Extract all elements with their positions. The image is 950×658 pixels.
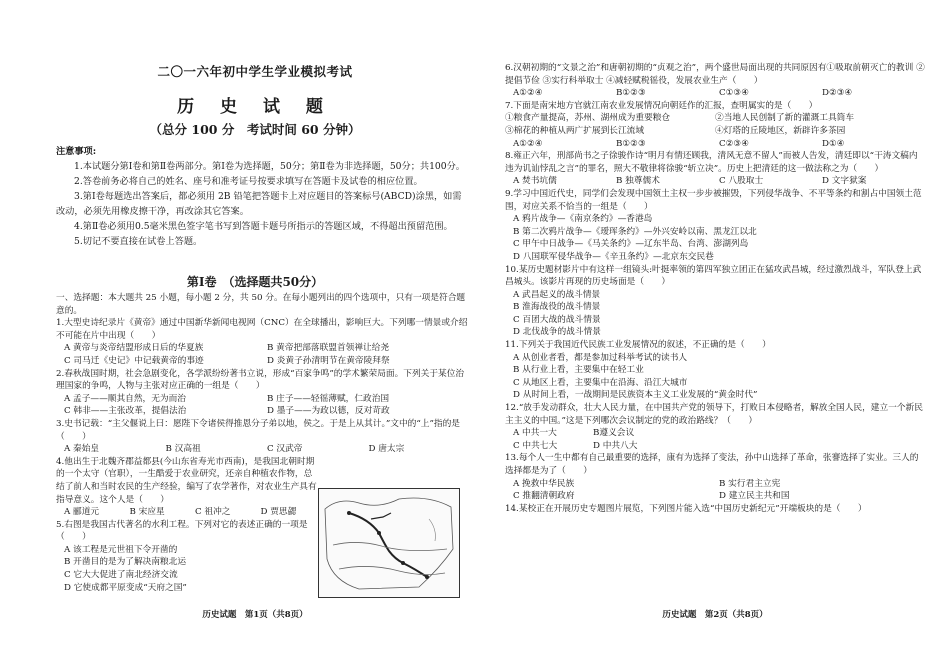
option: D 唐太宗: [368, 444, 405, 455]
option: C 祖冲之: [195, 507, 231, 518]
option: D 贾思勰: [260, 507, 297, 518]
page-left: [40, 0, 470, 658]
option: C②③④: [719, 138, 750, 149]
option: A 焚书坑儒: [513, 176, 557, 187]
question-11: 11.下列关于我国近代民族工业发展情况的叙述，不正确的是（ ）: [505, 340, 771, 351]
notes-block: [56, 144, 470, 249]
option: B 从行业上看，主要集中在轻工业: [513, 365, 644, 376]
question-1: 1.大型史诗纪录片《黄帝》通过中国新华新闻电视网（CNC）在全球播出，影响巨大。下列哪一情景或介绍不可能在片中出现（ ）: [56, 318, 468, 341]
option: D②③④: [822, 88, 853, 99]
option: B 宋应星: [129, 507, 165, 518]
option: C 八股取士: [719, 176, 764, 187]
note-item: 1.本试题分第Ⅰ卷和第Ⅱ卷两部分。第Ⅰ卷为选择题，50分；第Ⅱ卷为非选择题，50分；共100分。: [74, 161, 465, 172]
option: A 中共一大: [513, 428, 557, 439]
option: A①②④: [513, 138, 543, 149]
section-heading: 第Ⅰ卷 （选择题共50分）: [186, 275, 324, 289]
question-7: 7.下面是南宋地方官就江南农业发展情况向朝廷作的汇报，查明属实的是（ ）: [505, 100, 818, 111]
question-3: 3.史书记载：“主父偃说上曰：愿陛下令诸侯得推恩分子弟以地，侯之。于是上从其计。”文中的“上”指的是（ ）: [56, 418, 460, 442]
option: B 实行君主立宪: [719, 478, 781, 489]
statement: ①粮食产量提高，苏州、湖州成为重要粮仓: [505, 113, 671, 124]
option: D 建立民主共和国: [719, 491, 790, 502]
option: A 郦道元: [64, 507, 100, 518]
option: A 黄帝与炎帝结盟形成日后的华夏族: [64, 343, 204, 354]
option: A①②④: [513, 88, 543, 99]
option: C 中共七大: [513, 440, 558, 451]
question-9: 9.学习中国近代史，同学们会发现中国领土主权一步步被摧毁，下列侵华战争、不平等条约和割占中国领土范围，对应关系不恰当的一组是（ ）: [505, 188, 922, 212]
question-4: 4.他出生于北魏齐郡益都县(今山东省寿光市西南)，是我国北朝时期的一个太守（官职），一生酷爱于农业研究，还亲自种植农作物，总结了前人和当时农民的生产经验，编写了农学著作，对农业生产具有指导意义。这个人是（ ）: [56, 456, 317, 505]
option: D 北伐战争的战斗情景: [513, 327, 601, 338]
question-14: 14.某校正在开展历史专题图片展览，下列图片能入选“中国历史新纪元”开端板块的是（ ）: [505, 503, 867, 514]
option: B 庄子——轻徭薄赋，仁政治国: [267, 393, 390, 404]
option: B 淮海战役的战斗情景: [513, 302, 601, 313]
question-12: 12.“放手发动群众，壮大人民力量，在中国共产党的领导下，打败日本侵略者，解放全国人民，建立一个新民主主义的中国。”这是下列哪次会议制定的党的政治路线？（ ）: [505, 403, 923, 426]
option: D 它使成都平原变成“天府之国”: [64, 582, 187, 593]
option: D 文字狱案: [822, 176, 867, 187]
option: C①③④: [719, 88, 750, 99]
exam-info: （总分 100 分 考试时间 60 分钟）: [149, 122, 361, 137]
option: C 韩非——主张改革，提倡法治: [64, 406, 187, 417]
note-item: 4.第Ⅱ卷必须用0.5毫米黑色签字笔书写到答题卡题号所指示的答题区域，不得超出预留范围。: [74, 221, 453, 232]
option: B①②③: [616, 138, 646, 149]
page-footer: 历史试题 第2页（共8页）: [662, 610, 768, 620]
option: B 独尊儒术: [616, 176, 660, 187]
page-footer: 历史试题 第1页（共8页）: [202, 610, 308, 620]
option: D 炎黄子孙清明节在黄帝陵拜祭: [267, 355, 390, 366]
option: D 中共八大: [593, 440, 638, 451]
option: A 武昌起义的战斗情景: [513, 289, 601, 300]
question-8: 8.雍正六年，刑部尚书之子徐骏作诗“明月有情还顾我，清风无意不留人”而被人告发，清廷即以“干涛文稿内违为讥讪悖乱之言”的罪名，照大不敬律将徐骏“斩立决”。历史上把清廷的这一做法称之为（ ）: [505, 151, 918, 174]
option: B①②③: [616, 88, 646, 99]
option: D 墨子——为政以德，反对苛政: [267, 406, 390, 417]
option: B 黄帝把部落联盟首领禅让给尧: [267, 343, 390, 354]
option: C 推翻清朝政府: [513, 491, 575, 502]
notes-heading: 注意事项:: [56, 146, 97, 157]
option: B遵义会议: [593, 428, 635, 439]
question-5: 5.右图是我国古代著名的水利工程。下列对它的表述正确的一项是（ ）: [56, 519, 308, 543]
option: B 开凿目的是为了解决南粮北运: [64, 557, 187, 568]
exam-title: 二〇一六年初中学生学业模拟考试: [157, 64, 353, 79]
option: C 甲午中日战争—《马关条约》—辽东半岛、台湾、澎湖列岛: [513, 239, 749, 250]
option: A 从创业者看，都是参加过科举考试的读书人: [513, 352, 688, 363]
option: B 第二次鸦片战争—《瑷珲条约》—外兴安岭以南、黑龙江以北: [513, 226, 757, 237]
note-item: 2.答卷前务必将自己的姓名、座号和准考证号按要求填写在答题卡及试卷的相应位置。: [74, 176, 423, 187]
option: C 从地区上看，主要集中在沿海、沿江大城市: [513, 377, 688, 388]
question-13: 13.每个人一生中都有自己最重要的选择，康有为选择了变法，孙中山选择了革命，张謇选择了实业。三人的选择都是为了（ ）: [505, 453, 919, 476]
question-2: 2.春秋战国时期，社会急剧变化，各学派纷纷著书立说，形成“百家争鸣”的学术繁荣局面。下列关于某位治理国家的争鸣，人物与主张对应正确的一组是（ ）: [56, 368, 465, 392]
instructions: 一、选择题：本大题共 25 小题，每小题 2 分，共 50 分。在每小题列出的四个选项中，只有一项是符合题意的。: [56, 293, 466, 316]
option: C 汉武帝: [267, 444, 303, 455]
option: A 秦始皇: [64, 444, 100, 455]
option: C 司马迁《史记》中记载黄帝的事迹: [64, 355, 204, 366]
statement: ③棉花的种植从两广扩展到长江流域: [505, 125, 644, 136]
question-10: 10.某历史题材影片中有这样一组镜头:叶挺率领的第四军独立团正在猛攻武昌城，经过激烈战斗，军队登上武昌城头。该影片再现的历史场面是（ ）: [505, 264, 922, 288]
note-item: 3.第Ⅰ卷每题选出答案后，都必须用 2B 铅笔把答题卡上对应题目的答案标号(ABCD)涂黑，如需改动，必须先用橡皮擦干净，再改涂其它答案。: [56, 191, 462, 217]
option: A 该工程是元世祖下令开凿的: [64, 544, 178, 555]
option: B 汉高祖: [165, 444, 201, 455]
question-6: 6.汉朝初期的“文景之治”和唐朝初期的“贞观之治”，两个盛世局面出现的共同原因有①吸取前朝灭亡的教训 ②提倡节俭 ③实行科举取士 ④减轻赋税徭役，发展农业生产（ ）: [505, 63, 925, 86]
canal-map-image: [318, 488, 460, 598]
statement: ④灯塔的丘陵地区，新辟许多茶园: [715, 125, 846, 136]
option: D 八国联军侵华战争—《辛丑条约》—北京东交民巷: [513, 251, 714, 262]
option: A 孟子——顺其自然，无为而治: [64, 393, 186, 404]
page-right: [505, 0, 925, 658]
statement: ②当地人民创制了新的灌溉工具筒车: [715, 113, 854, 124]
option: A 鸦片战争—《南京条约》—香港岛: [513, 214, 653, 225]
option: C 百团大战的战斗情景: [513, 314, 601, 325]
subject-title: 历 史 试 题: [177, 97, 333, 117]
option: C 它大大促进了南北经济交流: [64, 570, 178, 581]
option: D 从时间上看，一战期间是民族资本主义工业发展的“黄金时代”: [513, 390, 758, 401]
option: A 挽救中华民族: [513, 478, 575, 489]
option: D①④: [822, 138, 845, 149]
questions-right: [505, 62, 925, 515]
note-item: 5.切记不要直接在试卷上答题。: [74, 236, 203, 247]
